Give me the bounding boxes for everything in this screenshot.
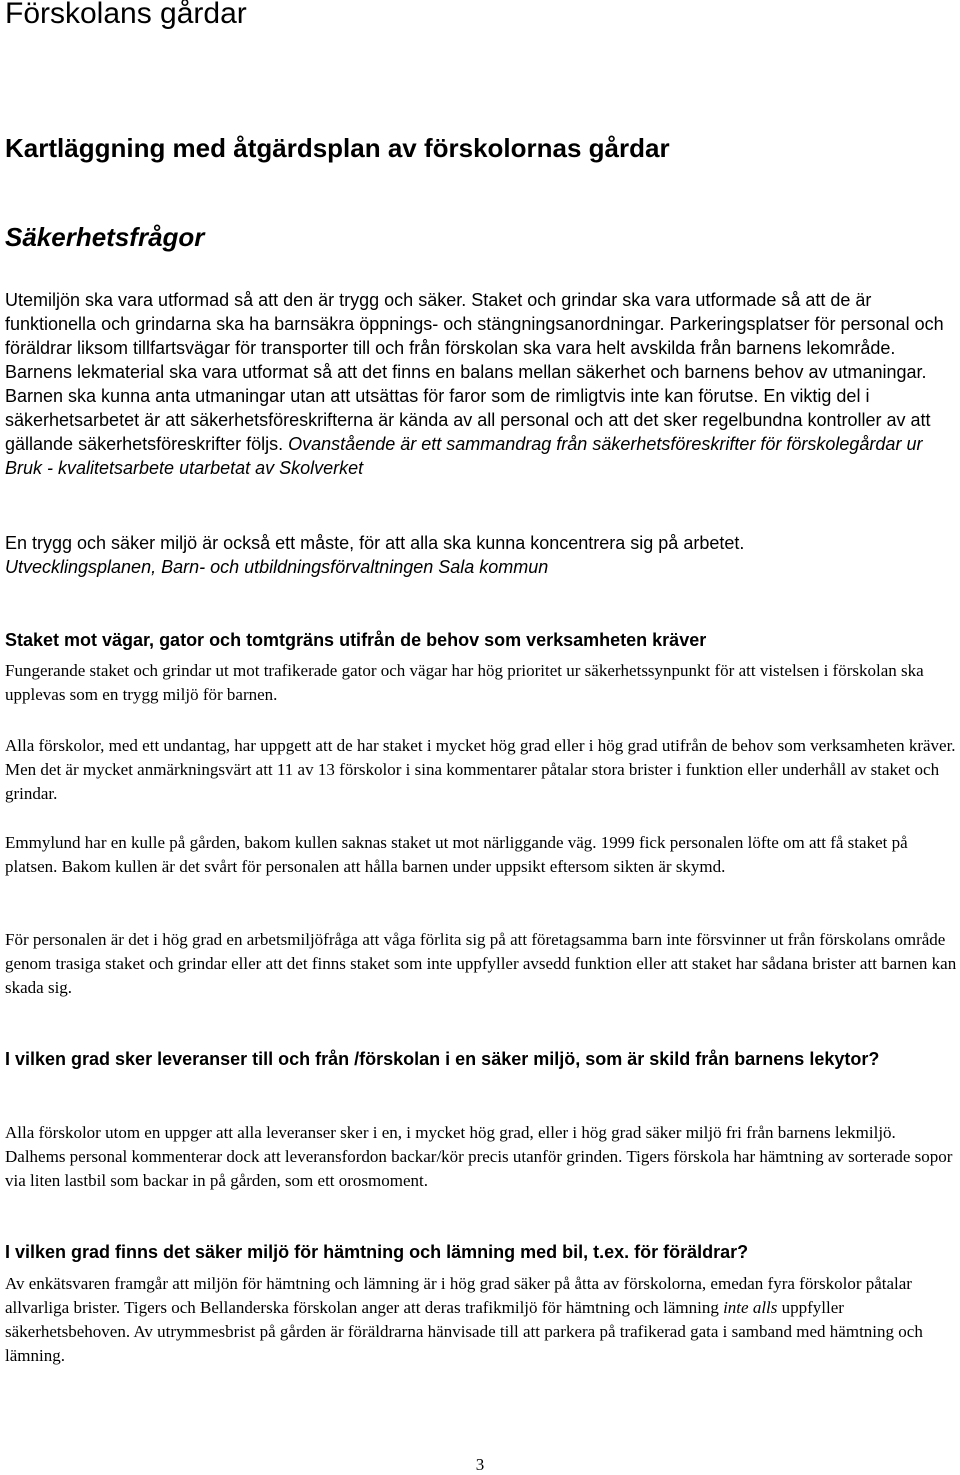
- section-heading-staket: Staket mot vägar, gator och tomtgräns utifrån de behov som verksamheten kräver: [5, 630, 707, 650]
- document-subtitle: Kartläggning med åtgärdsplan av förskolornas gårdar: [5, 133, 670, 163]
- paragraph-staket-4: För personalen är det i hög grad en arbetsmiljöfråga att våga förlita sig på att företagsamma barn inte försvinner ut från förskolans område genom trasiga staket och grindar eller att det finns staket som inte uppfyller avsedd funktion eller att staket har sådana brister att barnen kan skada sig.: [5, 930, 957, 997]
- paragraph-staket-3: Emmylund har en kulle på gården, bakom kullen saknas staket ut mot närliggande väg. 1999 fick personalen löfte om att få staket på platsen. Bakom kullen är det svårt för personalen att hålla barnen under uppsikt eftersom sikten är skymd.: [5, 833, 908, 876]
- paragraph-staket-2: Alla förskolor, med ett undantag, har uppgett att de har staket i mycket hög grad eller i hög grad utifrån de behov som verksamheten kräver. Men det är mycket anmärkningsvärt att 11 av 13 förskolor i sina kommentarer påtalar stora brister i funktion eller underhåll av staket och grindar.: [5, 736, 956, 803]
- paragraph-staket-1: Fungerande staket och grindar ut mot trafikerade gator och vägar har hög prioritet ur säkerhetssynpunkt för att vistelsen i förskolan ska upplevas som en trygg miljö för barnen.: [5, 661, 924, 704]
- intro-text: Utemiljön ska vara utformad så att den är trygg och säker. Staket och grindar ska vara utformade så att de är funktionella och grindarna ska ha barnsäkra öppnings- och stängningsanordningar. Parkeringsplatser för personal och föräldrar liksom tillfartsvägar för transporter till och från förskolan ska vara helt avskilda från barnens lekområde. Barnens lekmaterial ska vara utformat så att det finns en balans mellan säkerhet och barnens behov av utmaningar. Barnen ska kunna anta utmaningar utan att utsättas för faror som de rimligtvis inte kan förutse. En viktig del i säkerhetsarbetet är att säkerhetsföreskrifterna är kända av all personal och att det sker regelbundna kontroller av att gällande säkerhetsföreskrifter följs.: [5, 290, 944, 454]
- page-title: Förskolans gårdar: [5, 0, 247, 30]
- intro-paragraph: [5, 288, 957, 480]
- paragraph-leveranser: Alla förskolor utom en uppger att alla leveranser sker i en, i mycket hög grad, eller i hög grad säker miljö fri från barnens lekmiljö. Dalhems personal kommenterar dock att leveransfordon backar/kör precis utanför grinden. Tigers förskola har hämtning av sorterade sopor via liten lastbil som backar in på gården, som ett orosmoment.: [5, 1123, 953, 1190]
- quote-text: En trygg och säker miljö är också ett måste, för att alla ska kunna koncentrera sig på arbetet.: [5, 533, 745, 553]
- section-heading-hamtning: I vilken grad finns det säker miljö för hämtning och lämning med bil, t.ex. för föräldrar?: [5, 1242, 749, 1262]
- section-heading-leveranser: I vilken grad sker leveranser till och från /förskolan i en säker miljö, som är skild från barnens lekytor?: [5, 1049, 880, 1069]
- page-number: 3: [475, 1455, 485, 1474]
- emphasis-inte-alls: inte alls: [723, 1298, 778, 1317]
- quote-source: Utvecklingsplanen, Barn- och utbildningsförvaltningen Sala kommun: [5, 557, 549, 577]
- quote-paragraph: [5, 531, 957, 579]
- intro-source: Ovanstående är ett sammandrag från säkerhetsföreskrifter för förskolegårdar ur Bruk - kvalitetsarbete utarbetat av Skolverket: [5, 434, 923, 478]
- section-title: Säkerhetsfrågor: [5, 222, 205, 252]
- paragraph-hamtning: Av enkätsvaren framgår att miljön för hämtning och lämning är i hög grad säker på åtta av förskolorna, emedan fyra förskolor påtalar allvarliga brister. Tigers och Bellanderska förskolan anger att deras trafikmiljö för hämtning och lämning inte alls uppfyller säkerhetsbehoven. Av utrymmesbrist på gården är föräldrarna hänvisade till att parkera på trafikerad gata i samband med hämtning och lämning.: [5, 1274, 923, 1365]
